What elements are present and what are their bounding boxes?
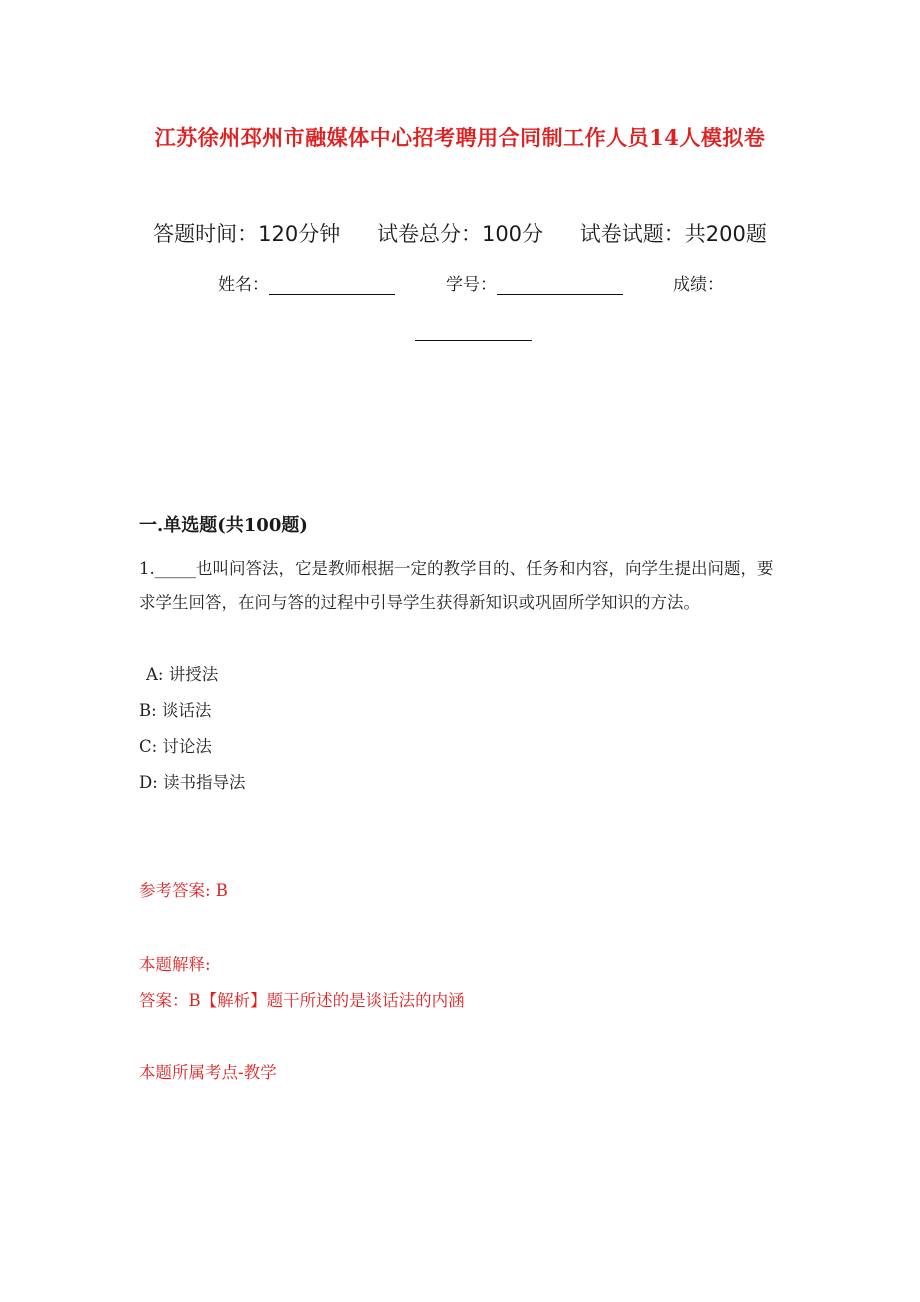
name-field <box>218 270 395 295</box>
option-b: B: 谈话法 <box>139 701 212 720</box>
score-blank <box>415 320 532 341</box>
student-id-field <box>446 270 623 295</box>
name-label: 姓名： <box>218 275 269 295</box>
option-d: D: 读书指导法 <box>139 773 246 792</box>
name-blank <box>269 276 395 295</box>
explanation-text: 答案：B【解析】题干所述的是谈话法的内涵 <box>139 991 465 1010</box>
reference-answer: 参考答案: B <box>139 881 228 900</box>
option-a: A: 讲授法 <box>146 665 219 684</box>
section-title: 一.单选题(共100题) <box>139 515 308 536</box>
exam-question-count: 试卷试题：共200题 <box>579 222 767 246</box>
score-field <box>673 270 724 295</box>
student-id-blank <box>497 276 623 295</box>
student-id-label: 学号： <box>446 275 497 295</box>
topic-text: 本题所属考点-教学 <box>139 1063 277 1082</box>
document-title: 江苏徐州邳州市融媒体中心招考聘用合同制工作人员14人模拟卷 <box>154 125 766 150</box>
score-label: 成绩： <box>673 275 724 295</box>
exam-total-score: 试卷总分：100分 <box>376 222 544 246</box>
explanation-label: 本题解释: <box>139 955 211 974</box>
exam-time: 答题时间：120分钟 <box>153 222 341 246</box>
option-c: C: 讨论法 <box>139 737 212 756</box>
exam-meta <box>0 218 920 248</box>
question-text: 1._____也叫问答法，它是教师根据一定的教学目的、任务和内容，向学生提出问题，要求学生回答，在问与答的过程中引导学生获得新知识或巩固所学知识的方法。 <box>139 559 774 612</box>
